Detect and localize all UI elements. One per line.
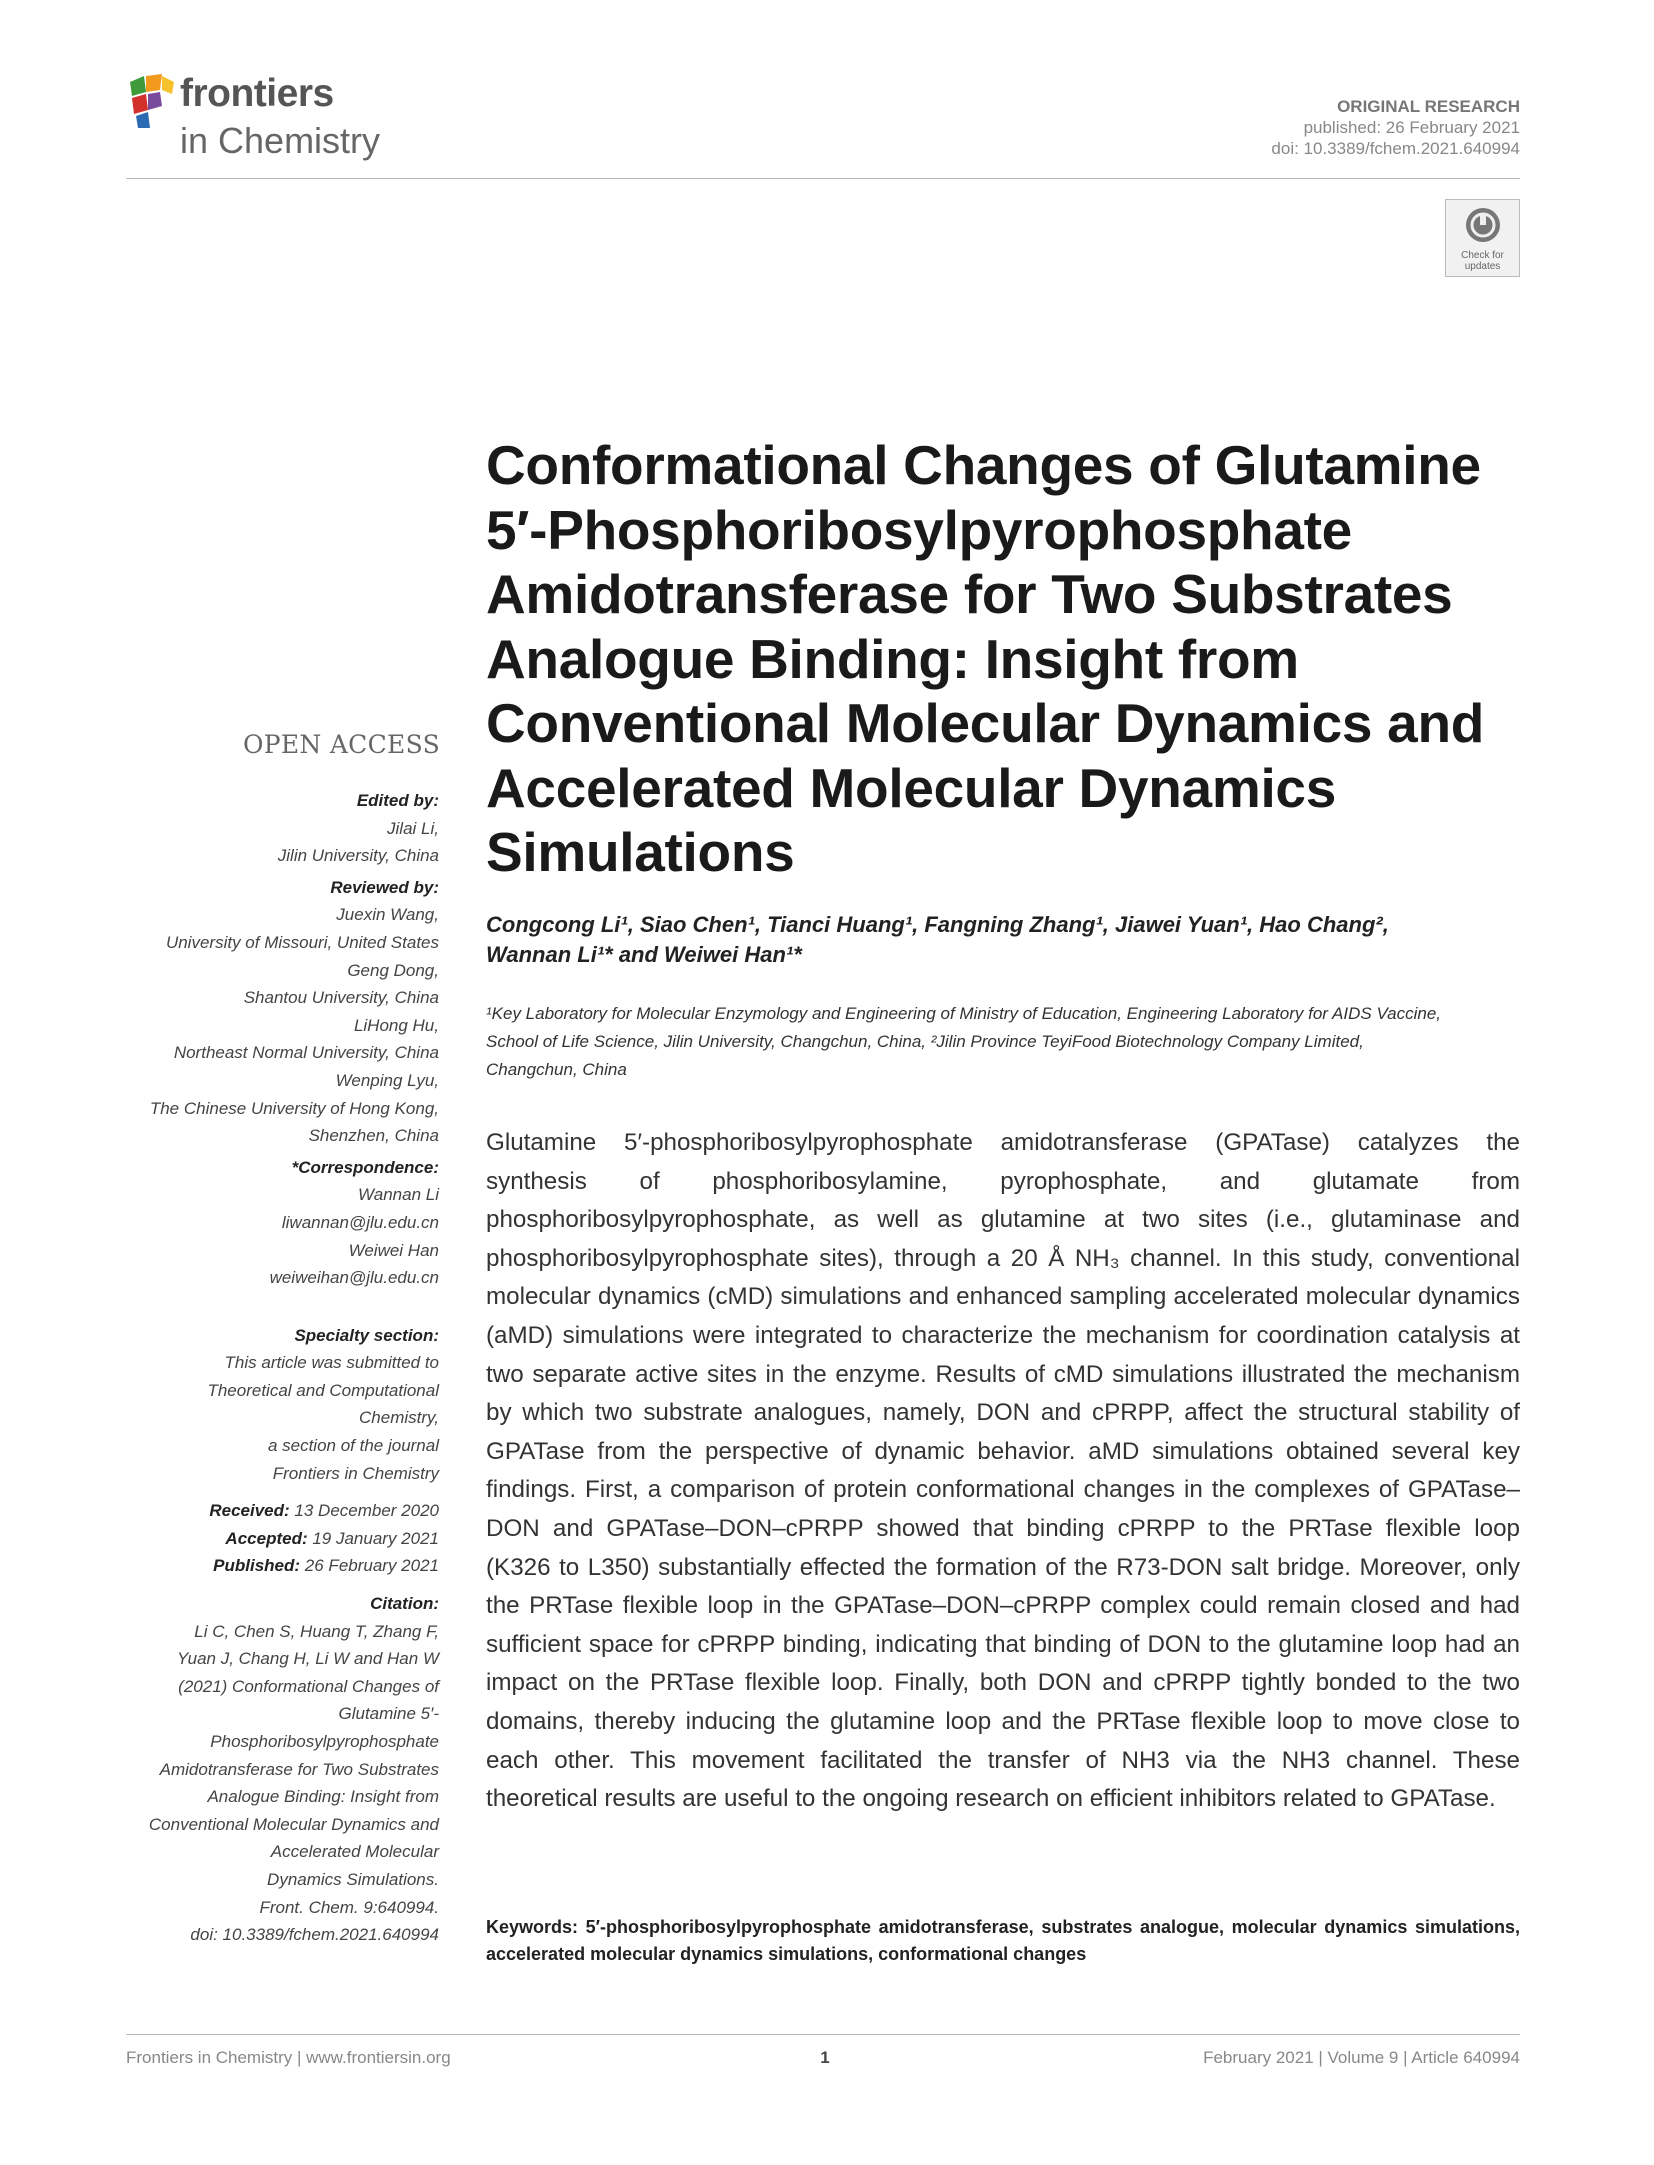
reviewer-line: Shenzhen, China bbox=[308, 1126, 439, 1146]
received-label: Received: bbox=[209, 1501, 290, 1521]
authors-line: Wannan Li¹* and Weiwei Han¹* bbox=[486, 942, 802, 967]
specialty-line: Chemistry, bbox=[359, 1408, 439, 1428]
reviewer-line: Geng Dong, bbox=[347, 960, 439, 980]
citation-line: Front. Chem. 9:640994. bbox=[259, 1897, 439, 1917]
abstract: Glutamine 5′-phosphoribosylpyrophosphate amidotransferase (GPATase) catalyzes the synthesis of phosphoribosylamine, pyrophosphate, and glutamate from phosphoribosylpyrophosphate, as well as glutamine at two sites (i.e., glutaminase and phosphoribosylpyrophosphate sites), through a 20 Å NH₃ channel. In this study, conventional molecular dynamics (cMD) simulations and enhanced sampling accelerated molecular dynamics (aMD) simulations were integrated to characterize the mechanism for coordination catalysis at two separate active sites in the enzyme. Results of cMD simulations illustrated the mechanism by which two substrate analogues, namely, DON and cPRPP, affect the structural stability of GPATase from the perspective of dynamic behavior. aMD simulations obtained several key findings. First, a comparison of protein conformational changes in the complexes of GPATase–DON and GPATase–DON–cPRPP showed that binding cPRPP to the PRTase flexible loop (K326 to L350) substantially effected the formation of the R73-DON salt bridge. Moreover, only the PRTase flexible loop in the GPATase–DON–cPRPP complex could remain closed and had sufficient space for cPRPP binding, indicating that binding of DON to the glutamine loop had an impact on the PRTase flexible loop. Finally, both DON and cPRPP tightly bonded to the two domains, thereby inducing the glutamine loop and the PRTase flexible loop to move close to each other. This movement facilitated the transfer of NH3 via the NH3 channel. These theoretical results are useful to the ongoing research on efficient inhibitors related to GPATase. bbox=[486, 1129, 1520, 1813]
footer-issue-info: February 2021 | Volume 9 | Article 640994 bbox=[1203, 2048, 1520, 2067]
reviewer-line: University of Missouri, United States bbox=[165, 932, 439, 952]
correspondence-label: *Correspondence: bbox=[291, 1157, 439, 1177]
title-line: Conformational Changes of Glutamine bbox=[486, 434, 1481, 496]
reviewer-line: LiHong Hu, bbox=[353, 1015, 439, 1035]
citation-line: Yuan J, Chang H, Li W and Han W bbox=[176, 1649, 439, 1669]
reviewer-line: Shantou University, China bbox=[243, 988, 439, 1008]
editor-line: Jilai Li, bbox=[387, 818, 439, 838]
check-updates-button[interactable] bbox=[1445, 199, 1520, 277]
footer-journal-link[interactable]: Frontiers in Chemistry | www.frontiersin.org bbox=[126, 2048, 451, 2067]
check-updates-line2: updates bbox=[1464, 261, 1501, 272]
citation-line: Phosphoribosylpyrophosphate bbox=[210, 1732, 439, 1751]
citation-line: Conventional Molecular Dynamics and bbox=[148, 1814, 439, 1834]
doi-link[interactable]: doi: 10.3389/fchem.2021.640994 bbox=[1271, 139, 1520, 158]
published-row bbox=[120, 1552, 439, 1580]
specialty-line: This article was submitted to bbox=[224, 1353, 439, 1373]
page-number: 1 bbox=[820, 2048, 830, 2067]
reviewer-line: Northeast Normal University, China bbox=[173, 1043, 439, 1063]
frontiers-logo-icon bbox=[126, 72, 178, 130]
reviewer-line: The Chinese University of Hong Kong, bbox=[149, 1098, 439, 1118]
editor-line: Jilin University, China bbox=[277, 846, 439, 866]
citation-doi[interactable]: doi: 10.3389/fchem.2021.640994 bbox=[190, 1925, 439, 1945]
article-meta bbox=[1271, 96, 1520, 159]
published-label: Published: bbox=[213, 1556, 301, 1576]
title-line: Analogue Binding: Insight from bbox=[486, 627, 1299, 690]
accepted-label: Accepted: bbox=[225, 1528, 308, 1548]
citation-line: Li C, Chen S, Huang T, Zhang F, bbox=[194, 1621, 439, 1641]
received-date: 13 December 2020 bbox=[294, 1501, 439, 1521]
affiliations bbox=[486, 1000, 1526, 1084]
correspondence-line: Wannan Li bbox=[358, 1185, 439, 1205]
specialty-line: Frontiers in Chemistry bbox=[272, 1463, 439, 1483]
keywords: Keywords: 5′-phosphoribosylpyrophosphate amidotransferase, substrates analogue, molecular dynamics simulations, accelerated molecular dynamics simulations, conformational changes bbox=[486, 1917, 1520, 1964]
journal-logo[interactable] bbox=[126, 70, 426, 180]
logo-brand-text: frontiers bbox=[180, 72, 334, 115]
reviewed-by-label: Reviewed by: bbox=[330, 877, 439, 897]
header-divider bbox=[126, 178, 1520, 179]
published-date-side: 26 February 2021 bbox=[304, 1556, 439, 1576]
author-list bbox=[486, 910, 1526, 970]
edited-by-label: Edited by: bbox=[356, 791, 439, 810]
citation-line: Glutamine 5′- bbox=[338, 1704, 439, 1724]
specialty-line: a section of the journal bbox=[267, 1436, 439, 1456]
affiliation-line: ¹Key Laboratory for Molecular Enzymology and Engineering of Ministry of Education, Engineering Laboratory for AIDS Vaccine, bbox=[486, 1004, 1442, 1023]
citation-line: Amidotransferase for Two Substrates bbox=[159, 1759, 439, 1779]
published-date: published: 26 February 2021 bbox=[1303, 118, 1520, 137]
check-updates-line1: Check for bbox=[1461, 250, 1504, 261]
citation-label: Citation: bbox=[370, 1594, 439, 1614]
specialty-label: Specialty section: bbox=[294, 1325, 439, 1345]
title-line: Accelerated Molecular Dynamics bbox=[486, 756, 1336, 819]
open-access-label: OPEN ACCESS bbox=[242, 730, 440, 759]
affiliation-line: Changchun, China bbox=[486, 1060, 627, 1079]
logo-journal-text: in Chemistry bbox=[180, 120, 381, 161]
footer-divider bbox=[126, 2034, 1520, 2035]
correspondence-line: Weiwei Han bbox=[348, 1240, 439, 1260]
citation-line: (2021) Conformational Changes of bbox=[178, 1676, 439, 1696]
sidebar-editors bbox=[120, 787, 439, 1949]
accepted-row bbox=[120, 1525, 439, 1553]
correspondence-email[interactable]: liwannan@jlu.edu.cn bbox=[281, 1212, 439, 1232]
article-title bbox=[486, 433, 1536, 885]
reviewer-line: Wenping Lyu, bbox=[335, 1070, 439, 1090]
authors-line: Congcong Li¹, Siao Chen¹, Tianci Huang¹, Fangning Zhang¹, Jiawei Yuan¹, Hao Chang², bbox=[486, 912, 1389, 937]
accepted-date: 19 January 2021 bbox=[312, 1528, 439, 1548]
citation-line: Analogue Binding: Insight from bbox=[207, 1787, 439, 1807]
title-line: Amidotransferase for Two Substrates bbox=[486, 563, 1453, 625]
check-updates-icon bbox=[1465, 207, 1501, 243]
citation-line: Accelerated Molecular bbox=[270, 1842, 439, 1862]
affiliation-line: School of Life Science, Jilin University, Changchun, China, ²Jilin Province TeyiFood Biotechnology Company Limited, bbox=[486, 1032, 1364, 1051]
citation-line: Dynamics Simulations. bbox=[267, 1869, 439, 1889]
reviewer-line: Juexin Wang, bbox=[336, 905, 439, 925]
title-line: 5′-Phosphoribosylpyrophosphate bbox=[486, 498, 1352, 561]
correspondence-email[interactable]: weiweihan@jlu.edu.cn bbox=[269, 1268, 439, 1288]
specialty-line: Theoretical and Computational bbox=[207, 1380, 439, 1400]
title-line: Conventional Molecular Dynamics and bbox=[486, 692, 1485, 754]
title-line: Simulations bbox=[486, 821, 795, 883]
received-row bbox=[120, 1497, 439, 1525]
article-type: ORIGINAL RESEARCH bbox=[1337, 97, 1520, 116]
